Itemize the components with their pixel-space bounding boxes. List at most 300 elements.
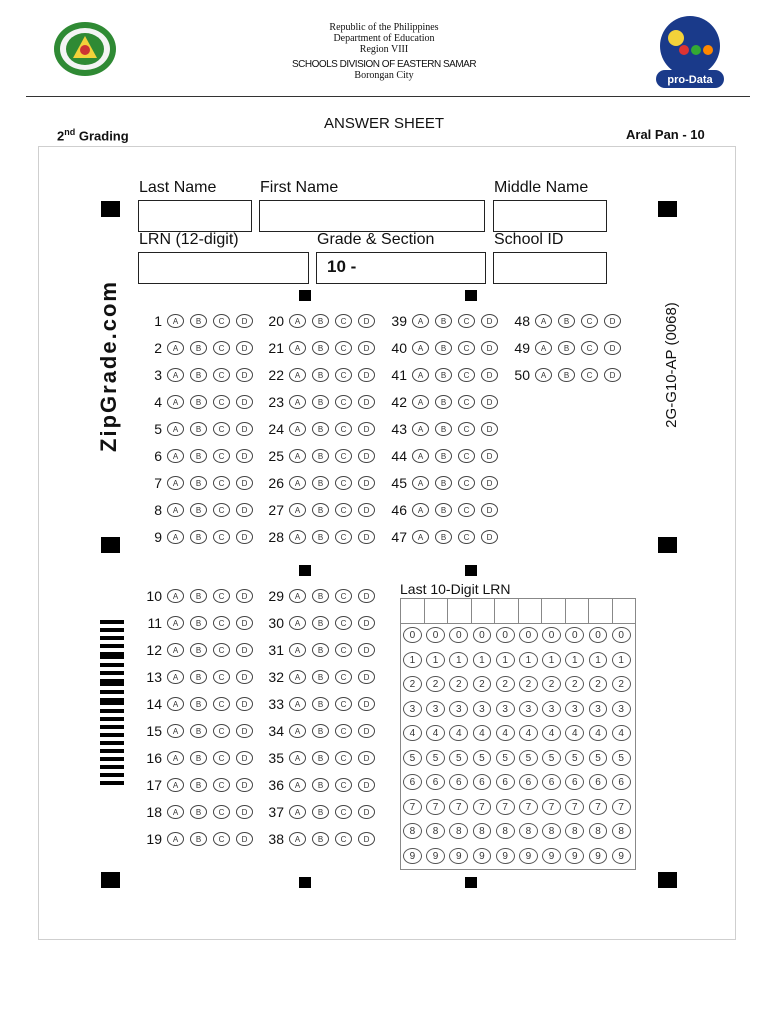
answer-bubble-a[interactable]: A bbox=[412, 395, 429, 409]
lrn-digit-bubble[interactable]: 4 bbox=[496, 725, 515, 741]
lrn-digit-bubble[interactable]: 6 bbox=[542, 774, 561, 790]
lrn-digit-bubble[interactable]: 2 bbox=[589, 676, 608, 692]
answer-bubble-a[interactable]: A bbox=[167, 751, 184, 765]
lrn-digit-bubble[interactable]: 9 bbox=[496, 848, 515, 864]
answer-bubble-c[interactable]: C bbox=[335, 670, 352, 684]
answer-bubble-d[interactable]: D bbox=[358, 832, 375, 846]
answer-bubble-a[interactable]: A bbox=[412, 476, 429, 490]
answer-bubble-b[interactable]: B bbox=[312, 670, 329, 684]
answer-bubble-b[interactable]: B bbox=[435, 476, 452, 490]
answer-bubble-d[interactable]: D bbox=[358, 368, 375, 382]
answer-bubble-a[interactable]: A bbox=[289, 805, 306, 819]
lrn-digit-bubble[interactable]: 3 bbox=[403, 701, 422, 717]
answer-bubble-d[interactable]: D bbox=[481, 341, 498, 355]
answer-bubble-d[interactable]: D bbox=[236, 805, 253, 819]
answer-bubble-c[interactable]: C bbox=[335, 476, 352, 490]
answer-bubble-a[interactable]: A bbox=[289, 832, 306, 846]
lrn-digit-bubble[interactable]: 1 bbox=[426, 652, 445, 668]
lrn-digit-bubble[interactable]: 8 bbox=[565, 823, 584, 839]
lrn-digit-bubble[interactable]: 5 bbox=[519, 750, 538, 766]
answer-bubble-c[interactable]: C bbox=[335, 395, 352, 409]
lrn-digit-bubble[interactable]: 2 bbox=[473, 676, 492, 692]
answer-bubble-c[interactable]: C bbox=[213, 449, 230, 463]
lrn-digit-bubble[interactable]: 1 bbox=[612, 652, 631, 668]
lrn-digit-bubble[interactable]: 0 bbox=[565, 627, 584, 643]
answer-bubble-b[interactable]: B bbox=[312, 724, 329, 738]
answer-bubble-c[interactable]: C bbox=[213, 616, 230, 630]
answer-bubble-d[interactable]: D bbox=[358, 670, 375, 684]
lrn-digit-bubble[interactable]: 4 bbox=[565, 725, 584, 741]
answer-bubble-c[interactable]: C bbox=[335, 422, 352, 436]
answer-bubble-a[interactable]: A bbox=[289, 341, 306, 355]
answer-bubble-c[interactable]: C bbox=[213, 697, 230, 711]
lrn-digit-bubble[interactable]: 0 bbox=[589, 627, 608, 643]
answer-bubble-a[interactable]: A bbox=[167, 476, 184, 490]
answer-bubble-b[interactable]: B bbox=[190, 314, 207, 328]
grade-section-field[interactable]: 10 - bbox=[316, 252, 486, 284]
answer-bubble-b[interactable]: B bbox=[190, 589, 207, 603]
answer-bubble-b[interactable]: B bbox=[312, 314, 329, 328]
answer-bubble-a[interactable]: A bbox=[167, 778, 184, 792]
answer-bubble-a[interactable]: A bbox=[289, 589, 306, 603]
answer-bubble-d[interactable]: D bbox=[358, 422, 375, 436]
lrn-digit-bubble[interactable]: 1 bbox=[496, 652, 515, 668]
answer-bubble-b[interactable]: B bbox=[312, 589, 329, 603]
lrn-digit-bubble[interactable]: 3 bbox=[542, 701, 561, 717]
answer-bubble-a[interactable]: A bbox=[289, 778, 306, 792]
answer-bubble-a[interactable]: A bbox=[535, 314, 552, 328]
answer-bubble-b[interactable]: B bbox=[190, 832, 207, 846]
answer-bubble-a[interactable]: A bbox=[167, 670, 184, 684]
school-id-field[interactable] bbox=[493, 252, 607, 284]
lrn-digit-bubble[interactable]: 7 bbox=[496, 799, 515, 815]
answer-bubble-c[interactable]: C bbox=[335, 616, 352, 630]
answer-bubble-d[interactable]: D bbox=[481, 395, 498, 409]
answer-bubble-b[interactable]: B bbox=[558, 314, 575, 328]
answer-bubble-c[interactable]: C bbox=[458, 368, 475, 382]
answer-bubble-d[interactable]: D bbox=[236, 503, 253, 517]
lrn-digit-bubble[interactable]: 2 bbox=[496, 676, 515, 692]
lrn-digit-bubble[interactable]: 8 bbox=[473, 823, 492, 839]
answer-bubble-a[interactable]: A bbox=[167, 697, 184, 711]
lrn-digit-bubble[interactable]: 2 bbox=[542, 676, 561, 692]
lrn-digit-bubble[interactable]: 1 bbox=[403, 652, 422, 668]
lrn-digit-bubble[interactable]: 3 bbox=[589, 701, 608, 717]
answer-bubble-a[interactable]: A bbox=[535, 341, 552, 355]
lrn-digit-bubble[interactable]: 7 bbox=[612, 799, 631, 815]
lrn-digit-bubble[interactable]: 7 bbox=[519, 799, 538, 815]
answer-bubble-c[interactable]: C bbox=[335, 832, 352, 846]
answer-bubble-d[interactable]: D bbox=[481, 314, 498, 328]
answer-bubble-c[interactable]: C bbox=[213, 643, 230, 657]
answer-bubble-a[interactable]: A bbox=[167, 530, 184, 544]
answer-bubble-b[interactable]: B bbox=[312, 643, 329, 657]
answer-bubble-d[interactable]: D bbox=[481, 449, 498, 463]
lrn-digit-bubble[interactable]: 8 bbox=[542, 823, 561, 839]
answer-bubble-d[interactable]: D bbox=[481, 503, 498, 517]
answer-bubble-c[interactable]: C bbox=[213, 751, 230, 765]
answer-bubble-c[interactable]: C bbox=[335, 751, 352, 765]
answer-bubble-a[interactable]: A bbox=[289, 643, 306, 657]
lrn-digit-bubble[interactable]: 6 bbox=[426, 774, 445, 790]
lrn-digit-bubble[interactable]: 7 bbox=[589, 799, 608, 815]
answer-bubble-c[interactable]: C bbox=[335, 805, 352, 819]
answer-bubble-b[interactable]: B bbox=[312, 503, 329, 517]
lrn-digit-bubble[interactable]: 4 bbox=[612, 725, 631, 741]
answer-bubble-a[interactable]: A bbox=[412, 341, 429, 355]
answer-bubble-c[interactable]: C bbox=[458, 422, 475, 436]
answer-bubble-b[interactable]: B bbox=[190, 449, 207, 463]
answer-bubble-c[interactable]: C bbox=[335, 697, 352, 711]
lrn-field[interactable] bbox=[138, 252, 309, 284]
lrn-digit-bubble[interactable]: 9 bbox=[473, 848, 492, 864]
lrn-digit-bubble[interactable]: 3 bbox=[565, 701, 584, 717]
answer-bubble-c[interactable]: C bbox=[335, 314, 352, 328]
lrn-digit-bubble[interactable]: 5 bbox=[612, 750, 631, 766]
lrn-digit-bubble[interactable]: 7 bbox=[449, 799, 468, 815]
answer-bubble-d[interactable]: D bbox=[358, 589, 375, 603]
lrn-digit-bubble[interactable]: 3 bbox=[449, 701, 468, 717]
answer-bubble-a[interactable]: A bbox=[289, 530, 306, 544]
answer-bubble-c[interactable]: C bbox=[213, 476, 230, 490]
answer-bubble-c[interactable]: C bbox=[213, 805, 230, 819]
lrn-digit-bubble[interactable]: 1 bbox=[519, 652, 538, 668]
answer-bubble-b[interactable]: B bbox=[312, 805, 329, 819]
answer-bubble-d[interactable]: D bbox=[236, 778, 253, 792]
answer-bubble-c[interactable]: C bbox=[213, 589, 230, 603]
answer-bubble-b[interactable]: B bbox=[435, 341, 452, 355]
answer-bubble-a[interactable]: A bbox=[535, 368, 552, 382]
answer-bubble-b[interactable]: B bbox=[190, 697, 207, 711]
lrn-digit-bubble[interactable]: 0 bbox=[519, 627, 538, 643]
lrn-digit-bubble[interactable]: 3 bbox=[519, 701, 538, 717]
answer-bubble-b[interactable]: B bbox=[190, 616, 207, 630]
lrn-digit-bubble[interactable]: 5 bbox=[496, 750, 515, 766]
answer-bubble-d[interactable]: D bbox=[236, 530, 253, 544]
answer-bubble-d[interactable]: D bbox=[236, 314, 253, 328]
answer-bubble-b[interactable]: B bbox=[190, 476, 207, 490]
lrn-digit-bubble[interactable]: 9 bbox=[403, 848, 422, 864]
answer-bubble-d[interactable]: D bbox=[604, 341, 621, 355]
answer-bubble-b[interactable]: B bbox=[435, 422, 452, 436]
answer-bubble-b[interactable]: B bbox=[312, 449, 329, 463]
answer-bubble-d[interactable]: D bbox=[236, 368, 253, 382]
lrn-digit-bubble[interactable]: 1 bbox=[473, 652, 492, 668]
answer-bubble-d[interactable]: D bbox=[481, 368, 498, 382]
answer-bubble-a[interactable]: A bbox=[289, 697, 306, 711]
lrn-digit-bubble[interactable]: 4 bbox=[449, 725, 468, 741]
lrn-digit-bubble[interactable]: 2 bbox=[426, 676, 445, 692]
lrn-digit-bubble[interactable]: 1 bbox=[449, 652, 468, 668]
answer-bubble-c[interactable]: C bbox=[213, 503, 230, 517]
lrn-digit-bubble[interactable]: 9 bbox=[565, 848, 584, 864]
answer-bubble-c[interactable]: C bbox=[335, 341, 352, 355]
lrn-digit-bubble[interactable]: 6 bbox=[403, 774, 422, 790]
answer-bubble-c[interactable]: C bbox=[335, 643, 352, 657]
answer-bubble-a[interactable]: A bbox=[412, 530, 429, 544]
answer-bubble-d[interactable]: D bbox=[236, 616, 253, 630]
lrn-digit-bubble[interactable]: 8 bbox=[449, 823, 468, 839]
lrn-digit-bubble[interactable]: 0 bbox=[496, 627, 515, 643]
answer-bubble-b[interactable]: B bbox=[435, 449, 452, 463]
answer-bubble-c[interactable]: C bbox=[335, 368, 352, 382]
answer-bubble-a[interactable]: A bbox=[167, 503, 184, 517]
lrn-digit-bubble[interactable]: 6 bbox=[496, 774, 515, 790]
answer-bubble-a[interactable]: A bbox=[289, 751, 306, 765]
answer-bubble-d[interactable]: D bbox=[236, 422, 253, 436]
lrn-digit-bubble[interactable]: 0 bbox=[612, 627, 631, 643]
answer-bubble-d[interactable]: D bbox=[358, 530, 375, 544]
lrn-digit-bubble[interactable]: 5 bbox=[565, 750, 584, 766]
answer-bubble-b[interactable]: B bbox=[190, 341, 207, 355]
answer-bubble-d[interactable]: D bbox=[358, 724, 375, 738]
answer-bubble-b[interactable]: B bbox=[558, 368, 575, 382]
lrn-digit-bubble[interactable]: 9 bbox=[542, 848, 561, 864]
answer-bubble-d[interactable]: D bbox=[358, 314, 375, 328]
answer-bubble-d[interactable]: D bbox=[481, 422, 498, 436]
last-name-field[interactable] bbox=[138, 200, 252, 232]
answer-bubble-b[interactable]: B bbox=[312, 697, 329, 711]
answer-bubble-d[interactable]: D bbox=[358, 616, 375, 630]
answer-bubble-b[interactable]: B bbox=[312, 476, 329, 490]
answer-bubble-a[interactable]: A bbox=[289, 422, 306, 436]
answer-bubble-a[interactable]: A bbox=[167, 314, 184, 328]
answer-bubble-d[interactable]: D bbox=[358, 643, 375, 657]
lrn-digit-bubble[interactable]: 8 bbox=[589, 823, 608, 839]
lrn-digit-bubble[interactable]: 0 bbox=[449, 627, 468, 643]
answer-bubble-c[interactable]: C bbox=[581, 368, 598, 382]
answer-bubble-b[interactable]: B bbox=[312, 778, 329, 792]
answer-bubble-a[interactable]: A bbox=[289, 449, 306, 463]
lrn-digit-bubble[interactable]: 2 bbox=[403, 676, 422, 692]
answer-bubble-b[interactable]: B bbox=[435, 395, 452, 409]
answer-bubble-b[interactable]: B bbox=[312, 751, 329, 765]
lrn-digit-bubble[interactable]: 7 bbox=[473, 799, 492, 815]
lrn-digit-bubble[interactable]: 2 bbox=[449, 676, 468, 692]
answer-bubble-b[interactable]: B bbox=[190, 670, 207, 684]
answer-bubble-d[interactable]: D bbox=[236, 751, 253, 765]
answer-bubble-c[interactable]: C bbox=[213, 341, 230, 355]
answer-bubble-d[interactable]: D bbox=[236, 449, 253, 463]
answer-bubble-c[interactable]: C bbox=[213, 422, 230, 436]
answer-bubble-c[interactable]: C bbox=[335, 530, 352, 544]
lrn-digit-bubble[interactable]: 8 bbox=[426, 823, 445, 839]
lrn-digit-bubble[interactable]: 9 bbox=[519, 848, 538, 864]
answer-bubble-c[interactable]: C bbox=[581, 341, 598, 355]
lrn-digit-bubble[interactable]: 8 bbox=[496, 823, 515, 839]
answer-bubble-d[interactable]: D bbox=[358, 778, 375, 792]
answer-bubble-a[interactable]: A bbox=[289, 724, 306, 738]
answer-bubble-d[interactable]: D bbox=[358, 395, 375, 409]
answer-bubble-b[interactable]: B bbox=[435, 530, 452, 544]
answer-bubble-a[interactable]: A bbox=[289, 368, 306, 382]
lrn-digit-bubble[interactable]: 2 bbox=[565, 676, 584, 692]
answer-bubble-a[interactable]: A bbox=[167, 805, 184, 819]
answer-bubble-d[interactable]: D bbox=[358, 697, 375, 711]
answer-bubble-b[interactable]: B bbox=[312, 368, 329, 382]
answer-bubble-c[interactable]: C bbox=[335, 724, 352, 738]
answer-bubble-a[interactable]: A bbox=[167, 643, 184, 657]
answer-bubble-a[interactable]: A bbox=[412, 422, 429, 436]
lrn-digit-bubble[interactable]: 3 bbox=[496, 701, 515, 717]
lrn-digit-bubble[interactable]: 7 bbox=[565, 799, 584, 815]
answer-bubble-c[interactable]: C bbox=[213, 395, 230, 409]
answer-bubble-a[interactable]: A bbox=[289, 503, 306, 517]
lrn-digit-bubble[interactable]: 2 bbox=[519, 676, 538, 692]
answer-bubble-b[interactable]: B bbox=[190, 503, 207, 517]
answer-bubble-b[interactable]: B bbox=[312, 530, 329, 544]
answer-bubble-a[interactable]: A bbox=[167, 422, 184, 436]
answer-bubble-c[interactable]: C bbox=[213, 314, 230, 328]
lrn-digit-bubble[interactable]: 0 bbox=[426, 627, 445, 643]
answer-bubble-d[interactable]: D bbox=[236, 476, 253, 490]
lrn-digit-bubble[interactable]: 5 bbox=[403, 750, 422, 766]
answer-bubble-b[interactable]: B bbox=[435, 503, 452, 517]
answer-bubble-c[interactable]: C bbox=[458, 395, 475, 409]
answer-bubble-a[interactable]: A bbox=[167, 341, 184, 355]
answer-bubble-c[interactable]: C bbox=[458, 341, 475, 355]
answer-bubble-d[interactable]: D bbox=[481, 476, 498, 490]
answer-bubble-d[interactable]: D bbox=[481, 530, 498, 544]
lrn-digit-bubble[interactable]: 6 bbox=[519, 774, 538, 790]
answer-bubble-d[interactable]: D bbox=[358, 449, 375, 463]
lrn-digit-bubble[interactable]: 1 bbox=[565, 652, 584, 668]
answer-bubble-c[interactable]: C bbox=[458, 530, 475, 544]
answer-bubble-b[interactable]: B bbox=[190, 643, 207, 657]
answer-bubble-b[interactable]: B bbox=[558, 341, 575, 355]
answer-bubble-c[interactable]: C bbox=[458, 476, 475, 490]
answer-bubble-a[interactable]: A bbox=[167, 832, 184, 846]
answer-bubble-a[interactable]: A bbox=[412, 368, 429, 382]
lrn-digit-bubble[interactable]: 4 bbox=[542, 725, 561, 741]
answer-bubble-b[interactable]: B bbox=[435, 314, 452, 328]
answer-bubble-d[interactable]: D bbox=[358, 805, 375, 819]
lrn-digit-bubble[interactable]: 0 bbox=[542, 627, 561, 643]
answer-bubble-d[interactable]: D bbox=[358, 503, 375, 517]
lrn-digit-bubble[interactable]: 5 bbox=[542, 750, 561, 766]
lrn-digit-bubble[interactable]: 0 bbox=[473, 627, 492, 643]
lrn-digit-bubble[interactable]: 9 bbox=[426, 848, 445, 864]
answer-bubble-b[interactable]: B bbox=[190, 751, 207, 765]
lrn-digit-bubble[interactable]: 6 bbox=[449, 774, 468, 790]
answer-bubble-c[interactable]: C bbox=[581, 314, 598, 328]
answer-bubble-a[interactable]: A bbox=[289, 314, 306, 328]
lrn-digit-bubble[interactable]: 0 bbox=[403, 627, 422, 643]
lrn-digit-bubble[interactable]: 4 bbox=[426, 725, 445, 741]
answer-bubble-d[interactable]: D bbox=[236, 589, 253, 603]
answer-bubble-a[interactable]: A bbox=[167, 589, 184, 603]
lrn-digit-bubble[interactable]: 4 bbox=[589, 725, 608, 741]
lrn-digit-bubble[interactable]: 1 bbox=[589, 652, 608, 668]
answer-bubble-a[interactable]: A bbox=[289, 670, 306, 684]
lrn-digit-bubble[interactable]: 5 bbox=[589, 750, 608, 766]
lrn-digit-bubble[interactable]: 5 bbox=[426, 750, 445, 766]
answer-bubble-d[interactable]: D bbox=[358, 751, 375, 765]
answer-bubble-b[interactable]: B bbox=[190, 724, 207, 738]
answer-bubble-c[interactable]: C bbox=[458, 503, 475, 517]
answer-bubble-b[interactable]: B bbox=[190, 530, 207, 544]
lrn-digit-bubble[interactable]: 4 bbox=[403, 725, 422, 741]
answer-bubble-b[interactable]: B bbox=[312, 395, 329, 409]
answer-bubble-a[interactable]: A bbox=[167, 724, 184, 738]
answer-bubble-b[interactable]: B bbox=[190, 395, 207, 409]
answer-bubble-d[interactable]: D bbox=[236, 643, 253, 657]
answer-bubble-c[interactable]: C bbox=[335, 778, 352, 792]
answer-bubble-c[interactable]: C bbox=[213, 778, 230, 792]
middle-name-field[interactable] bbox=[493, 200, 607, 232]
answer-bubble-d[interactable]: D bbox=[236, 395, 253, 409]
answer-bubble-d[interactable]: D bbox=[236, 670, 253, 684]
answer-bubble-c[interactable]: C bbox=[458, 449, 475, 463]
lrn-digit-bubble[interactable]: 4 bbox=[519, 725, 538, 741]
answer-bubble-b[interactable]: B bbox=[435, 368, 452, 382]
answer-bubble-b[interactable]: B bbox=[312, 422, 329, 436]
answer-bubble-a[interactable]: A bbox=[167, 395, 184, 409]
answer-bubble-b[interactable]: B bbox=[190, 422, 207, 436]
answer-bubble-d[interactable]: D bbox=[236, 341, 253, 355]
lrn-digit-bubble[interactable]: 9 bbox=[589, 848, 608, 864]
answer-bubble-a[interactable]: A bbox=[289, 616, 306, 630]
lrn-digit-bubble[interactable]: 8 bbox=[612, 823, 631, 839]
answer-bubble-a[interactable]: A bbox=[167, 449, 184, 463]
answer-bubble-d[interactable]: D bbox=[236, 724, 253, 738]
lrn-digit-bubble[interactable]: 3 bbox=[473, 701, 492, 717]
answer-bubble-d[interactable]: D bbox=[604, 314, 621, 328]
lrn-digit-bubble[interactable]: 4 bbox=[473, 725, 492, 741]
answer-bubble-c[interactable]: C bbox=[213, 368, 230, 382]
lrn-digit-bubble[interactable]: 6 bbox=[612, 774, 631, 790]
answer-bubble-a[interactable]: A bbox=[167, 368, 184, 382]
lrn-digit-bubble[interactable]: 5 bbox=[473, 750, 492, 766]
answer-bubble-a[interactable]: A bbox=[412, 314, 429, 328]
lrn-digit-bubble[interactable]: 7 bbox=[542, 799, 561, 815]
lrn-digit-bubble[interactable]: 7 bbox=[403, 799, 422, 815]
lrn-digit-bubble[interactable]: 6 bbox=[473, 774, 492, 790]
answer-bubble-b[interactable]: B bbox=[312, 616, 329, 630]
lrn-digit-bubble[interactable]: 3 bbox=[612, 701, 631, 717]
answer-bubble-d[interactable]: D bbox=[358, 341, 375, 355]
answer-bubble-d[interactable]: D bbox=[236, 697, 253, 711]
lrn-digit-bubble[interactable]: 6 bbox=[589, 774, 608, 790]
lrn-digit-bubble[interactable]: 1 bbox=[542, 652, 561, 668]
answer-bubble-b[interactable]: B bbox=[190, 778, 207, 792]
lrn-digit-bubble[interactable]: 7 bbox=[426, 799, 445, 815]
answer-bubble-c[interactable]: C bbox=[335, 449, 352, 463]
answer-bubble-a[interactable]: A bbox=[289, 476, 306, 490]
answer-bubble-b[interactable]: B bbox=[312, 341, 329, 355]
answer-bubble-b[interactable]: B bbox=[190, 805, 207, 819]
answer-bubble-a[interactable]: A bbox=[412, 449, 429, 463]
answer-bubble-c[interactable]: C bbox=[335, 589, 352, 603]
lrn-digit-bubble[interactable]: 3 bbox=[426, 701, 445, 717]
answer-bubble-b[interactable]: B bbox=[312, 832, 329, 846]
lrn-digit-bubble[interactable]: 8 bbox=[519, 823, 538, 839]
answer-bubble-c[interactable]: C bbox=[213, 670, 230, 684]
answer-bubble-a[interactable]: A bbox=[289, 395, 306, 409]
lrn-digit-bubble[interactable]: 2 bbox=[612, 676, 631, 692]
answer-bubble-c[interactable]: C bbox=[213, 832, 230, 846]
lrn-digit-bubble[interactable]: 8 bbox=[403, 823, 422, 839]
answer-bubble-d[interactable]: D bbox=[604, 368, 621, 382]
lrn-digit-bubble[interactable]: 5 bbox=[449, 750, 468, 766]
answer-bubble-c[interactable]: C bbox=[458, 314, 475, 328]
first-name-field[interactable] bbox=[259, 200, 485, 232]
answer-bubble-c[interactable]: C bbox=[213, 530, 230, 544]
lrn-digit-bubble[interactable]: 9 bbox=[449, 848, 468, 864]
answer-bubble-c[interactable]: C bbox=[213, 724, 230, 738]
lrn-write-cells[interactable] bbox=[400, 598, 636, 624]
answer-bubble-d[interactable]: D bbox=[236, 832, 253, 846]
